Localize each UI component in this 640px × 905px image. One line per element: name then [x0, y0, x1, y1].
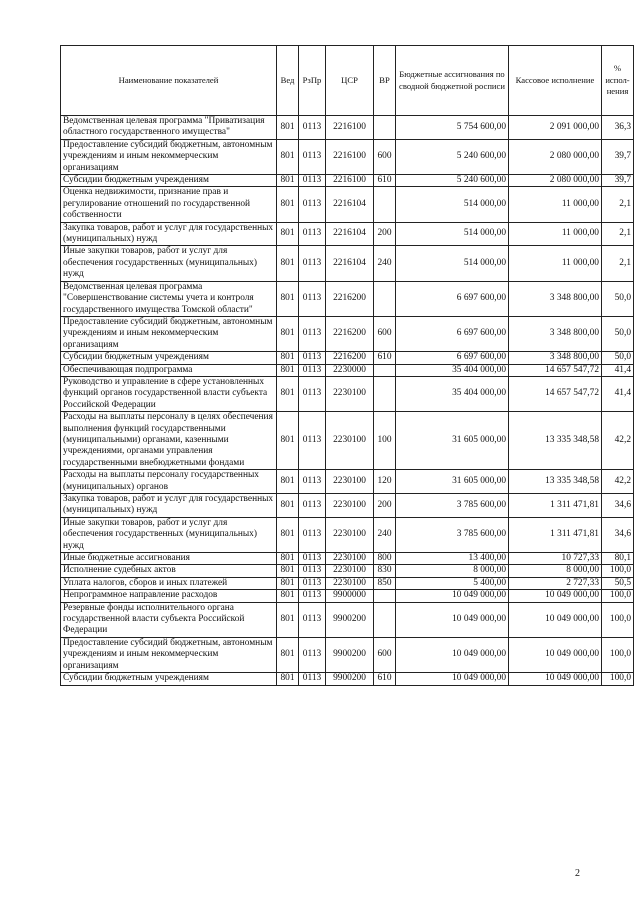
- cell-cash: 2 727,33: [509, 577, 602, 589]
- cell-name: Уплата налогов, сборов и иных платежей: [61, 577, 277, 589]
- cell-csr: 9900000: [326, 590, 374, 602]
- table-row: [61, 175, 634, 187]
- cell-name: Субсидии бюджетным учреждениям: [61, 673, 277, 685]
- cell-cash: 11 000,00: [509, 222, 602, 246]
- cell-name: Иные закупки товаров, работ и услуг для обеспечения государственных (муниципальных) нужд: [61, 517, 277, 552]
- cell-name: Иные бюджетные ассигнования: [61, 553, 277, 565]
- cell-ved: 801: [277, 637, 299, 672]
- cell-budget: 6 697 600,00: [396, 281, 509, 316]
- table-row: [61, 637, 634, 672]
- cell-rzpr: 0113: [299, 116, 326, 140]
- table-row: [61, 246, 634, 281]
- cell-rzpr: 0113: [299, 175, 326, 187]
- cell-rzpr: 0113: [299, 139, 326, 174]
- cell-budget: 13 400,00: [396, 553, 509, 565]
- cell-csr: 2230100: [326, 470, 374, 494]
- cell-budget: 10 049 000,00: [396, 602, 509, 637]
- table-row: [61, 376, 634, 411]
- cell-vr: 200: [374, 222, 396, 246]
- cell-ved: 801: [277, 412, 299, 470]
- cell-ved: 801: [277, 553, 299, 565]
- cell-name: Ведомственная целевая программа "Совершенствование системы учета и контроля государственного имущества Томской области": [61, 281, 277, 316]
- cell-vr: [374, 116, 396, 140]
- cell-pct: 50,0: [602, 316, 634, 351]
- cell-vr: [374, 364, 396, 376]
- cell-vr: 610: [374, 673, 396, 685]
- cell-csr: 2216104: [326, 222, 374, 246]
- cell-name: Исполнение судебных актов: [61, 565, 277, 577]
- cell-csr: 2216200: [326, 316, 374, 351]
- cell-csr: 2230000: [326, 364, 374, 376]
- cell-cash: 10 049 000,00: [509, 590, 602, 602]
- cell-pct: 39,7: [602, 175, 634, 187]
- cell-budget: 35 404 000,00: [396, 364, 509, 376]
- cell-pct: 100,0: [602, 590, 634, 602]
- cell-rzpr: 0113: [299, 281, 326, 316]
- cell-pct: 41,4: [602, 376, 634, 411]
- cell-csr: 2230100: [326, 565, 374, 577]
- cell-name: Оценка недвижимости, признание прав и регулирование отношений по государственной собственности: [61, 187, 277, 222]
- cell-rzpr: 0113: [299, 553, 326, 565]
- cell-name: Предоставление субсидий бюджетным, автономным учреждениям и иным некоммерческим организациям: [61, 316, 277, 351]
- cell-ved: 801: [277, 316, 299, 351]
- cell-name: Субсидии бюджетным учреждениям: [61, 175, 277, 187]
- page-number: 2: [575, 868, 580, 879]
- cell-budget: 10 049 000,00: [396, 673, 509, 685]
- cell-ved: 801: [277, 222, 299, 246]
- cell-csr: 2216104: [326, 246, 374, 281]
- cell-vr: [374, 376, 396, 411]
- cell-budget: 3 785 600,00: [396, 494, 509, 518]
- cell-vr: 600: [374, 139, 396, 174]
- cell-name: Иные закупки товаров, работ и услуг для обеспечения государственных (муниципальных) нужд: [61, 246, 277, 281]
- cell-ved: 801: [277, 352, 299, 364]
- cell-csr: 2216104: [326, 187, 374, 222]
- cell-budget: 514 000,00: [396, 222, 509, 246]
- cell-vr: 120: [374, 470, 396, 494]
- cell-vr: 100: [374, 412, 396, 470]
- cell-pct: 42,2: [602, 470, 634, 494]
- cell-csr: 2216100: [326, 116, 374, 140]
- cell-pct: 100,0: [602, 565, 634, 577]
- cell-name: Обеспечивающая подпрограмма: [61, 364, 277, 376]
- cell-budget: 6 697 600,00: [396, 352, 509, 364]
- cell-pct: 2,1: [602, 246, 634, 281]
- table-row: [61, 590, 634, 602]
- cell-cash: 10 049 000,00: [509, 602, 602, 637]
- cell-csr: 2230100: [326, 553, 374, 565]
- cell-name: Ведомственная целевая программа "Приватизация областного государственного имущества": [61, 116, 277, 140]
- cell-budget: 35 404 000,00: [396, 376, 509, 411]
- cell-cash: 14 657 547,72: [509, 364, 602, 376]
- header-cash: Кассовое исполнение: [509, 46, 602, 116]
- cell-cash: 13 335 348,58: [509, 470, 602, 494]
- cell-budget: 514 000,00: [396, 187, 509, 222]
- cell-rzpr: 0113: [299, 316, 326, 351]
- table-row: [61, 565, 634, 577]
- table-row: [61, 673, 634, 685]
- cell-rzpr: 0113: [299, 602, 326, 637]
- cell-name: Закупка товаров, работ и услуг для государственных (муниципальных) нужд: [61, 222, 277, 246]
- cell-ved: 801: [277, 602, 299, 637]
- cell-budget: 6 697 600,00: [396, 316, 509, 351]
- cell-rzpr: 0113: [299, 470, 326, 494]
- cell-csr: 2216200: [326, 352, 374, 364]
- cell-cash: 8 000,00: [509, 565, 602, 577]
- cell-pct: 50,5: [602, 577, 634, 589]
- cell-budget: 514 000,00: [396, 246, 509, 281]
- table-row: [61, 602, 634, 637]
- cell-pct: 41,4: [602, 364, 634, 376]
- cell-pct: 50,0: [602, 281, 634, 316]
- cell-name: Предоставление субсидий бюджетным, автономным учреждениям и иным некоммерческим организациям: [61, 637, 277, 672]
- cell-ved: 801: [277, 175, 299, 187]
- cell-csr: 9900200: [326, 673, 374, 685]
- cell-budget: 5 240 600,00: [396, 175, 509, 187]
- header-vr: ВР: [374, 46, 396, 116]
- cell-budget: 10 049 000,00: [396, 637, 509, 672]
- cell-ved: 801: [277, 116, 299, 140]
- cell-rzpr: 0113: [299, 637, 326, 672]
- cell-rzpr: 0113: [299, 246, 326, 281]
- cell-ved: 801: [277, 565, 299, 577]
- cell-ved: 801: [277, 281, 299, 316]
- cell-cash: 14 657 547,72: [509, 376, 602, 411]
- cell-rzpr: 0113: [299, 590, 326, 602]
- cell-csr: 2230100: [326, 494, 374, 518]
- cell-ved: 801: [277, 139, 299, 174]
- cell-pct: 36,3: [602, 116, 634, 140]
- table-body: [61, 116, 634, 686]
- header-csr: ЦСР: [326, 46, 374, 116]
- cell-budget: 3 785 600,00: [396, 517, 509, 552]
- cell-pct: 2,1: [602, 187, 634, 222]
- budget-table: [60, 45, 634, 686]
- cell-name: Субсидии бюджетным учреждениям: [61, 352, 277, 364]
- header-budget: Бюджетные ассигнования по сводной бюджетной росписи: [396, 46, 509, 116]
- cell-rzpr: 0113: [299, 412, 326, 470]
- cell-csr: 2230100: [326, 412, 374, 470]
- table-row: [61, 352, 634, 364]
- cell-cash: 10 049 000,00: [509, 637, 602, 672]
- cell-vr: [374, 590, 396, 602]
- cell-ved: 801: [277, 376, 299, 411]
- table-row: [61, 187, 634, 222]
- cell-rzpr: 0113: [299, 364, 326, 376]
- header-name: Наименование показателей: [61, 46, 277, 116]
- cell-budget: 31 605 000,00: [396, 470, 509, 494]
- cell-budget: 31 605 000,00: [396, 412, 509, 470]
- cell-vr: 240: [374, 246, 396, 281]
- table-row: [61, 553, 634, 565]
- table-row: [61, 139, 634, 174]
- header-pct: % испол-нения: [602, 46, 634, 116]
- cell-pct: 50,0: [602, 352, 634, 364]
- cell-rzpr: 0113: [299, 577, 326, 589]
- cell-name: Расходы на выплаты персоналу в целях обеспечения выполнения функций государственными (муниципальными) органами, казенными учреждениями, органами управления государственными внебюджетными фондами: [61, 412, 277, 470]
- cell-csr: 2230100: [326, 577, 374, 589]
- cell-rzpr: 0113: [299, 494, 326, 518]
- table-row: [61, 222, 634, 246]
- cell-ved: 801: [277, 246, 299, 281]
- cell-pct: 34,6: [602, 517, 634, 552]
- cell-ved: 801: [277, 187, 299, 222]
- cell-pct: 42,2: [602, 412, 634, 470]
- table-header-row: [61, 46, 634, 116]
- cell-csr: 2216100: [326, 175, 374, 187]
- cell-name: Закупка товаров, работ и услуг для государственных (муниципальных) нужд: [61, 494, 277, 518]
- cell-ved: 801: [277, 364, 299, 376]
- cell-csr: 9900200: [326, 602, 374, 637]
- table-row: [61, 577, 634, 589]
- cell-cash: 1 311 471,81: [509, 517, 602, 552]
- cell-ved: 801: [277, 470, 299, 494]
- table-row: [61, 412, 634, 470]
- cell-cash: 13 335 348,58: [509, 412, 602, 470]
- cell-vr: [374, 187, 396, 222]
- cell-cash: 2 080 000,00: [509, 139, 602, 174]
- cell-vr: 850: [374, 577, 396, 589]
- cell-vr: 600: [374, 316, 396, 351]
- cell-rzpr: 0113: [299, 376, 326, 411]
- cell-ved: 801: [277, 494, 299, 518]
- header-rzpr: РзПр: [299, 46, 326, 116]
- cell-cash: 10 727,33: [509, 553, 602, 565]
- cell-pct: 100,0: [602, 673, 634, 685]
- cell-rzpr: 0113: [299, 565, 326, 577]
- cell-budget: 10 049 000,00: [396, 590, 509, 602]
- cell-rzpr: 0113: [299, 187, 326, 222]
- cell-rzpr: 0113: [299, 352, 326, 364]
- cell-pct: 100,0: [602, 637, 634, 672]
- table-row: [61, 316, 634, 351]
- cell-pct: 100,0: [602, 602, 634, 637]
- cell-rzpr: 0113: [299, 222, 326, 246]
- cell-ved: 801: [277, 517, 299, 552]
- cell-ved: 801: [277, 590, 299, 602]
- cell-csr: 9900200: [326, 637, 374, 672]
- cell-vr: 610: [374, 352, 396, 364]
- table-row: [61, 281, 634, 316]
- cell-cash: 3 348 800,00: [509, 281, 602, 316]
- table-row: [61, 494, 634, 518]
- cell-vr: 610: [374, 175, 396, 187]
- cell-rzpr: 0113: [299, 673, 326, 685]
- cell-name: Руководство и управление в сфере установленных функций органов государственной власти субъекта Российской Федерации: [61, 376, 277, 411]
- cell-budget: 5 240 600,00: [396, 139, 509, 174]
- cell-name: Расходы на выплаты персоналу государственных (муниципальных) органов: [61, 470, 277, 494]
- cell-csr: 2230100: [326, 517, 374, 552]
- cell-vr: 800: [374, 553, 396, 565]
- cell-budget: 8 000,00: [396, 565, 509, 577]
- cell-cash: 10 049 000,00: [509, 673, 602, 685]
- cell-vr: 830: [374, 565, 396, 577]
- cell-ved: 801: [277, 673, 299, 685]
- cell-cash: 1 311 471,81: [509, 494, 602, 518]
- cell-ved: 801: [277, 577, 299, 589]
- cell-name: Непрограммное направление расходов: [61, 590, 277, 602]
- cell-vr: 200: [374, 494, 396, 518]
- cell-pct: 34,6: [602, 494, 634, 518]
- cell-vr: [374, 281, 396, 316]
- cell-name: Резервные фонды исполнительного органа государственной власти субъекта Российской Федерации: [61, 602, 277, 637]
- cell-csr: 2216100: [326, 139, 374, 174]
- table-row: [61, 116, 634, 140]
- table-row: [61, 517, 634, 552]
- table-row: [61, 470, 634, 494]
- cell-pct: 2,1: [602, 222, 634, 246]
- cell-budget: 5 400,00: [396, 577, 509, 589]
- cell-cash: 3 348 800,00: [509, 352, 602, 364]
- cell-vr: [374, 602, 396, 637]
- cell-cash: 2 091 000,00: [509, 116, 602, 140]
- cell-csr: 2230100: [326, 376, 374, 411]
- table-row: [61, 364, 634, 376]
- cell-cash: 3 348 800,00: [509, 316, 602, 351]
- header-ved: Вед: [277, 46, 299, 116]
- cell-csr: 2216200: [326, 281, 374, 316]
- cell-cash: 11 000,00: [509, 187, 602, 222]
- cell-pct: 80,1: [602, 553, 634, 565]
- cell-cash: 2 080 000,00: [509, 175, 602, 187]
- cell-budget: 5 754 600,00: [396, 116, 509, 140]
- cell-name: Предоставление субсидий бюджетным, автономным учреждениям и иным некоммерческим организациям: [61, 139, 277, 174]
- cell-pct: 39,7: [602, 139, 634, 174]
- cell-vr: 600: [374, 637, 396, 672]
- cell-rzpr: 0113: [299, 517, 326, 552]
- cell-vr: 240: [374, 517, 396, 552]
- cell-cash: 11 000,00: [509, 246, 602, 281]
